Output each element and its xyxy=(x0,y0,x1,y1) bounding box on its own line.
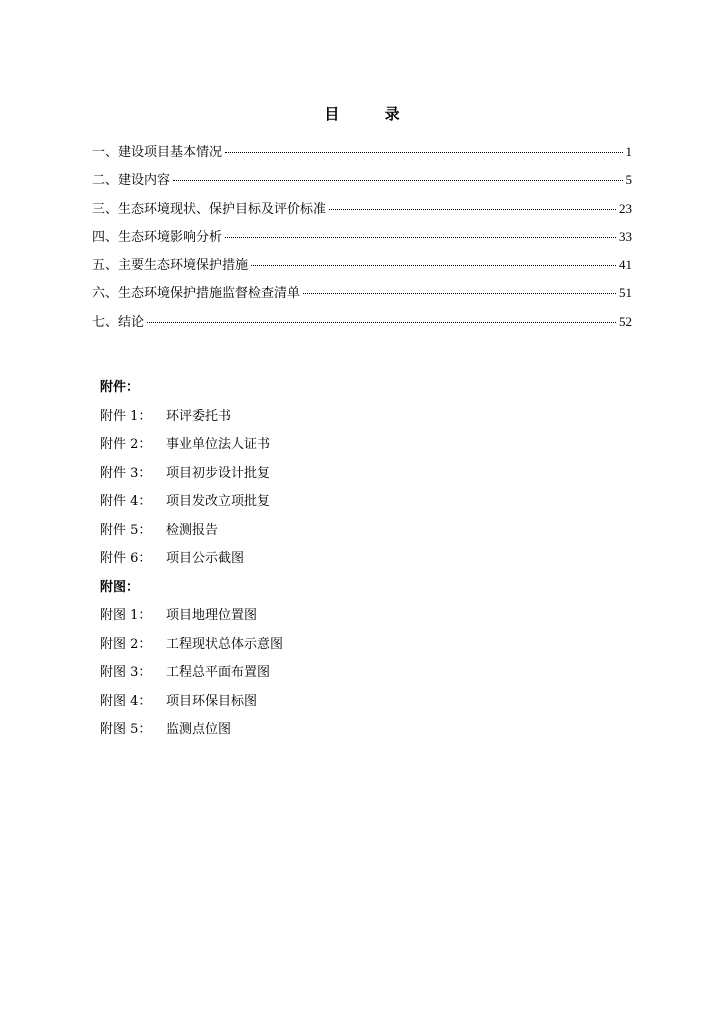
attachment-name: 事业单位法人证书 xyxy=(166,437,271,452)
attachment-label: 附件 6： xyxy=(100,551,152,566)
attachment-label: 附件 1： xyxy=(100,408,152,424)
figure-item xyxy=(100,692,500,721)
toc-entry-page: 33 xyxy=(619,228,632,244)
figure-item xyxy=(100,635,500,664)
dot-leader xyxy=(147,322,616,323)
attachment-item xyxy=(100,435,500,464)
attachment-name: 项目发改立项批复 xyxy=(166,494,271,509)
attachment-name: 项目公示截图 xyxy=(166,551,245,566)
figure-name: 项目地理位置图 xyxy=(166,608,258,623)
attachment-label: 附件 3： xyxy=(100,465,152,481)
toc-entry[interactable] xyxy=(92,282,632,310)
attachment-item xyxy=(100,521,500,550)
attachments-heading: 附件： xyxy=(100,380,140,395)
toc-entry[interactable] xyxy=(92,169,632,197)
figure-name: 监测点位图 xyxy=(166,722,232,737)
toc-entry-page: 23 xyxy=(619,200,632,216)
dot-leader xyxy=(251,265,616,266)
attachment-label: 附件 5： xyxy=(100,522,152,538)
appendix-section xyxy=(100,378,500,749)
toc-entry-page: 41 xyxy=(619,257,632,273)
toc-entry-page: 5 xyxy=(625,172,632,188)
toc-entry[interactable] xyxy=(92,198,632,226)
dot-leader xyxy=(225,152,622,153)
figure-name: 工程总平面布置图 xyxy=(166,665,271,680)
attachment-item xyxy=(100,492,500,521)
toc-entry[interactable] xyxy=(92,254,632,282)
toc-entry-label: 六、生态环境保护措施监督检查清单 xyxy=(92,286,301,302)
figure-label: 附图 3： xyxy=(100,665,152,680)
dot-leader xyxy=(303,293,616,294)
toc-entry-label: 一、建设项目基本情况 xyxy=(92,145,223,160)
figure-label: 附图 1： xyxy=(100,608,152,623)
toc-entry-page: 51 xyxy=(619,285,632,301)
dot-leader xyxy=(173,180,622,181)
figure-item xyxy=(100,606,500,635)
figure-name: 项目环保目标图 xyxy=(166,693,258,709)
toc-entry-label: 二、建设内容 xyxy=(92,173,171,189)
toc-title: 目 录 xyxy=(324,105,420,123)
toc-entry-page: 52 xyxy=(619,313,632,329)
toc-entry[interactable] xyxy=(92,226,632,254)
figure-label: 附图 5： xyxy=(100,722,152,737)
attachment-item xyxy=(100,549,500,578)
attachment-label: 附件 2： xyxy=(100,437,152,452)
figure-item xyxy=(100,663,500,692)
toc-entry[interactable] xyxy=(92,141,632,169)
attachment-item xyxy=(100,407,500,436)
dot-leader xyxy=(225,237,616,238)
toc-entry-label: 四、生态环境影响分析 xyxy=(92,229,223,245)
attachment-name: 环评委托书 xyxy=(166,408,232,424)
toc-entry-label: 五、主要生态环境保护措施 xyxy=(92,258,249,274)
attachment-item xyxy=(100,464,500,493)
toc-entry-label: 三、生态环境现状、保护目标及评价标准 xyxy=(92,201,327,217)
attachment-name: 项目初步设计批复 xyxy=(166,465,271,481)
figure-name: 工程现状总体示意图 xyxy=(166,636,284,652)
toc-entry-label: 七、结论 xyxy=(92,314,145,330)
figure-item xyxy=(100,720,500,749)
figure-label: 附图 2： xyxy=(100,636,152,652)
attachment-label: 附件 4： xyxy=(100,494,152,509)
attachment-name: 检测报告 xyxy=(166,522,219,538)
figure-label: 附图 4： xyxy=(100,693,152,709)
toc-entry[interactable] xyxy=(92,311,632,339)
dot-leader xyxy=(329,209,616,210)
toc-list xyxy=(92,141,632,339)
figures-heading: 附图： xyxy=(100,579,140,595)
toc-entry-page: 1 xyxy=(625,144,632,159)
